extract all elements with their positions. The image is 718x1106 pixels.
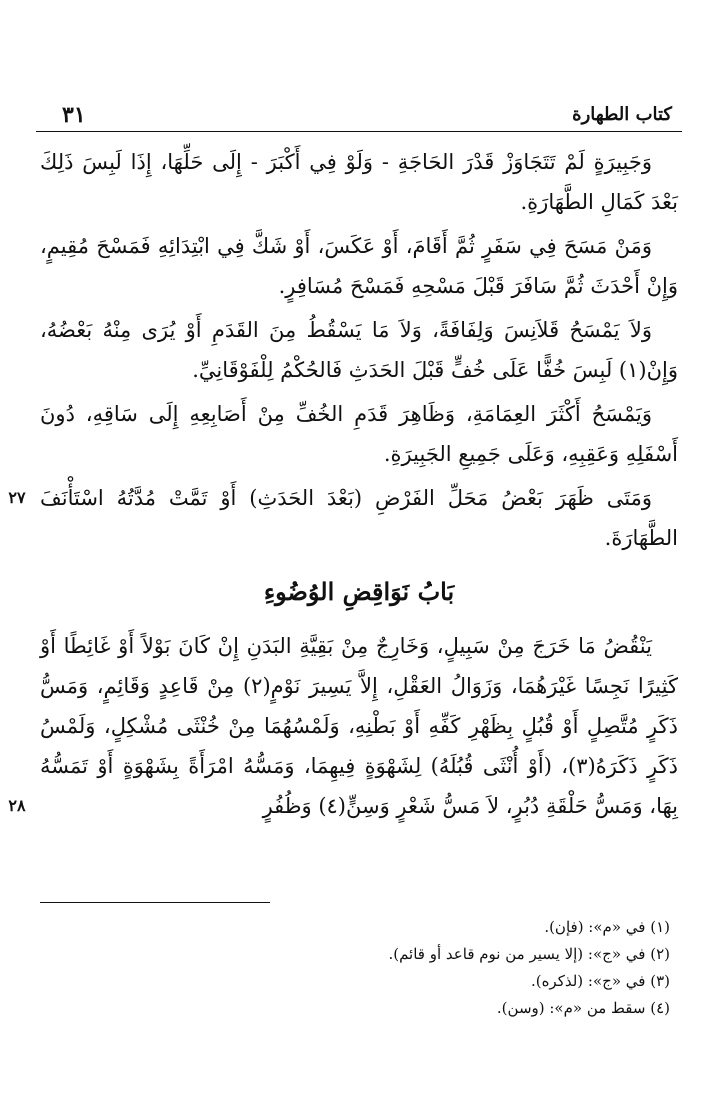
running-title: كتاب الطهارة <box>572 104 672 125</box>
main-text <box>8 142 678 830</box>
footnote-rule <box>40 902 270 903</box>
paragraph-hats-wrapping: وَلاَ يَمْسَحُ قَلاَنِسَ وَلِفَافَةً، وَلاَ مَا يَسْقُطُ مِنَ القَدَمِ أَوْ يُرَى مِنْهُ بَعْضُهُ، وَإِنْ(١) لَبِسَ خُفًّا عَلَى خُفٍّ قَبْلَ الحَدَثِ فَالحُكْمُ لِلْفَوْقَانِيِّ. <box>40 318 678 382</box>
paragraph-turban-khuff: وَيَمْسَحُ أَكْثَرَ العِمَامَةِ، وَظَاهِرَ قَدَمِ الخُفِّ مِنْ أَصَابِعِهِ إِلَى سَاقِهِ، دُونَ أَسْفَلِهِ وَعَقِبِهِ، وَعَلَى جَمِيعِ الجَبِيرَةِ. <box>40 402 678 466</box>
footnote: (٤) سقط من «م»: (وسن). <box>496 999 670 1017</box>
paragraph-invalidation-text: وَمَتَى ظَهَرَ بَعْضُ مَحَلِّ الفَرْضِ (بَعْدَ الحَدَثِ) أَوْ تَمَّتْ مُدَّتُهُ اسْتَأْنَفَ الطَّهَارَةَ. <box>40 486 678 550</box>
chapter-heading: بَابُ نَوَاقِضِ الوُضُوءِ <box>263 577 455 606</box>
paragraph-nullifiers <box>8 626 678 826</box>
paragraph-invalidation <box>8 478 678 558</box>
header-rule <box>36 131 682 132</box>
footnote: (٣) في «ج»: (لذكره). <box>530 972 670 990</box>
footnote: (٢) في «ج»: (إلا يسير من نوم قاعد أو قائم). <box>388 945 670 963</box>
footnotes <box>40 914 670 1022</box>
margin-number: ٢٧ <box>8 488 26 507</box>
paragraph-nullifiers-text: يَنْقُضُ مَا خَرَجَ مِنْ سَبِيلٍ، وَخَارِجٌ مِنْ بَقِيَّةِ البَدَنِ إِنْ كَانَ بَوْلاً أَوْ غَائِطًا أَوْ كَثِيرًا نَجِسًا غَيْرَهُمَا، وَزَوَالُ العَقْلِ، إِلاَّ يَسِيرَ نَوْمٍ(٢) مِنْ قَاعِدٍ وَقَائِمٍ، وَمَسُّ ذَكَرٍ مُتَّصِلٍ أَوْ قُبُلٍ بِظَهْرِ كَفِّهِ أَوْ بَطْنِهِ، وَلَمْسُهُمَا مِنْ خُنْثَى مُشْكِلٍ، وَلَمْسُ ذَكَرٍ ذَكَرَهُ(٣)، (أَوْ أُنْثَى قُبُلَهُ) لِشَهْوَةٍ فِيهِمَا، وَمَسُّهُ امْرَأَةً بِشَهْوَةٍ أَوْ تَمَسُّهُ بِهَا، وَمَسُّ حَلْقَةِ دُبُرٍ، لاَ مَسُّ شَعْرٍ وَسِنٍّ(٤) وَظُفُرٍ <box>40 634 678 818</box>
footnote: (١) في «م»: (فإن). <box>544 918 670 936</box>
page-header <box>36 96 682 132</box>
paragraph-jabira: وَجَبِيرَةٍ لَمْ تَتَجَاوَزْ قَدْرَ الحَاجَةِ - وَلَوْ فِي أَكْبَرَ - إِلَى حَلِّهَا، إِذَا لَبِسَ ذَلِكَ بَعْدَ كَمَالِ الطَّهَارَةِ. <box>40 150 678 214</box>
margin-number: ٢٨ <box>8 796 26 815</box>
page-number: ٣١ <box>62 102 86 128</box>
paragraph-travel-wiping: وَمَنْ مَسَحَ فِي سَفَرٍ ثُمَّ أَقَامَ، أَوْ عَكَسَ، أَوْ شَكَّ فِي ابْتِدَائِهِ فَمَسْحَ مُقِيمٍ، وَإِنْ أَحْدَثَ ثُمَّ سَافَرَ قَبْلَ مَسْحِهِ فَمَسْحَ مُسَافِرٍ. <box>40 234 678 298</box>
